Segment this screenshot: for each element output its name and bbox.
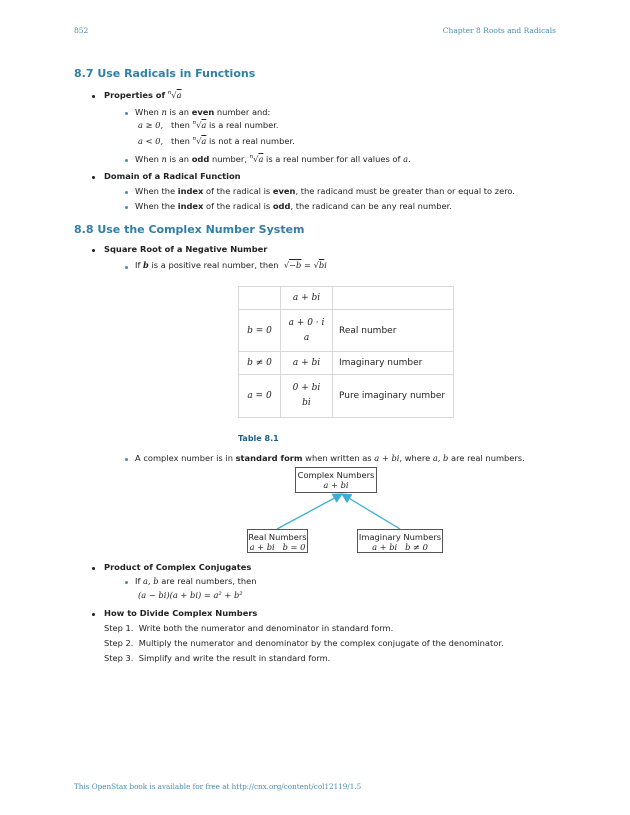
- bullet-icon: [92, 567, 95, 570]
- chapter-title: Chapter 8 Roots and Radicals: [442, 26, 556, 35]
- arrow-left: [277, 494, 342, 529]
- odd-case-line: When n is an odd number, $^n$√a is a real number for all values of a.: [135, 154, 411, 164]
- divide-step: Step 2. Multiply the numerator and denominator by the complex conjugate of the denominator.: [104, 638, 504, 648]
- page-number: 852: [74, 26, 89, 35]
- conjugates-formula: (a − bi)(a + bi) = a² + b²: [138, 590, 243, 600]
- properties-heading: Properties of $^n$√a: [104, 90, 182, 100]
- domain-heading: Domain of a Radical Function: [104, 171, 241, 181]
- table-cell-condition: b ≠ 0: [239, 352, 281, 375]
- sqrt-negative-rule: If b is a positive real number, then √−b = √bi: [135, 260, 327, 270]
- imaginary-numbers-box: Imaginary Numbers a + bi b ≠ 0: [357, 529, 443, 553]
- sub-bullet-icon: [125, 581, 128, 584]
- table-header-cell: a + bi: [281, 287, 333, 310]
- domain-even-line: When the index of the radical is even, the radicand must be greater than or equal to zero.: [135, 186, 515, 196]
- table-cell-label: Imaginary number: [333, 352, 454, 375]
- table-cell-condition: b = 0: [239, 310, 281, 352]
- section-8-8-title: 8.8 Use the Complex Number System: [74, 223, 305, 236]
- table-cell-expression: a + bi: [281, 352, 333, 375]
- even-case-a-ge-0: a ≥ 0, then $^n$√a is a real number.: [138, 120, 279, 130]
- divide-step: Step 1. Write both the numerator and denominator in standard form.: [104, 623, 394, 633]
- bullet-icon: [92, 613, 95, 616]
- domain-odd-line: When the index of the radical is odd, the radicand can be any real number.: [135, 201, 452, 211]
- table-cell-label: Pure imaginary number: [333, 375, 454, 418]
- even-case-a-lt-0: a < 0, then $^n$√a is not a real number.: [138, 136, 295, 146]
- table-caption: Table 8.1: [238, 434, 279, 443]
- table-cell-expression: a + 0 · i a: [281, 310, 333, 352]
- section-8-7-title: 8.7 Use Radicals in Functions: [74, 67, 256, 80]
- real-numbers-box: Real Numbers a + bi b = 0: [247, 529, 308, 553]
- arrow-right: [342, 494, 400, 529]
- table-cell-condition: a = 0: [239, 375, 281, 418]
- sqrt-negative-heading: Square Root of a Negative Number: [104, 244, 268, 254]
- table-cell-label: Real number: [333, 310, 454, 352]
- divide-heading: How to Divide Complex Numbers: [104, 608, 258, 618]
- even-case-line: When n is an even number and:: [135, 107, 271, 117]
- conjugates-rule: If a, b are real numbers, then: [135, 576, 257, 586]
- divide-step: Step 3. Simplify and write the result in standard form.: [104, 653, 331, 663]
- footer-text: This OpenStax book is available for free at http://cnx.org/content/col12119/1.5: [74, 782, 362, 791]
- table-cell-expression: 0 + bi bi: [281, 375, 333, 418]
- nth-root-a: $^n$√a: [167, 90, 182, 100]
- conjugates-heading: Product of Complex Conjugates: [104, 562, 252, 572]
- complex-numbers-box: Complex Numbers a + bi: [295, 467, 377, 493]
- standard-form-line: A complex number is in standard form when written as a + bi, where a, b are real numbers.: [135, 453, 525, 463]
